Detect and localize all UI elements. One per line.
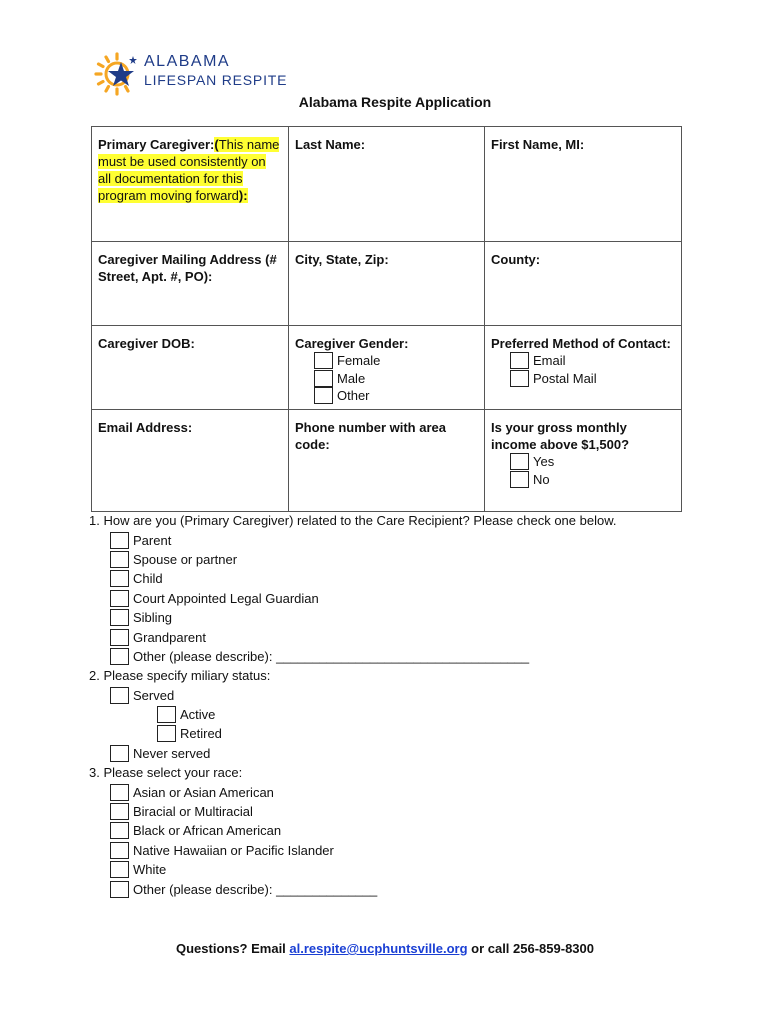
- primary-caregiver-note: This name must be used consistently on all documentation for this program moving forward: [98, 137, 280, 203]
- race-option[interactable]: [89, 841, 729, 860]
- option-label: Yes: [533, 454, 555, 470]
- questions-section: [89, 511, 729, 899]
- checkbox[interactable]: [110, 551, 129, 568]
- gender-option-female[interactable]: [295, 352, 478, 370]
- income-label: Is your gross monthly income above $1,500?: [491, 420, 630, 452]
- contact-option-postal[interactable]: [491, 370, 675, 388]
- checkbox[interactable]: [110, 648, 129, 665]
- logo-line-2: LIFESPAN RESPITE: [144, 72, 288, 88]
- option-label: Parent: [133, 532, 172, 548]
- county-field[interactable]: County:: [485, 242, 682, 326]
- mailing-address-field[interactable]: Caregiver Mailing Address (# Street, Apt. #, PO):: [92, 242, 289, 326]
- option-label: Biracial or Multiracial: [133, 804, 253, 820]
- relationship-option[interactable]: [89, 550, 729, 569]
- option-label: Other (please describe): ______________: [133, 881, 378, 897]
- race-option[interactable]: [89, 802, 729, 821]
- option-label: Other (please describe): ___________________________________: [133, 648, 530, 664]
- gender-label: Caregiver Gender:: [295, 336, 409, 351]
- checkbox[interactable]: [510, 453, 529, 470]
- option-label: Postal Mail: [533, 370, 597, 386]
- gender-option-other[interactable]: [295, 387, 478, 405]
- dob-field[interactable]: Caregiver DOB:: [92, 326, 289, 410]
- option-label: Child: [133, 571, 163, 587]
- checkbox[interactable]: [110, 629, 129, 646]
- checkbox[interactable]: [510, 471, 529, 488]
- checkbox[interactable]: [110, 532, 129, 549]
- checkbox[interactable]: [157, 725, 176, 742]
- question-3: 3. Please select your race:: [89, 765, 243, 781]
- option-label: Active: [180, 707, 216, 723]
- military-suboption-retired[interactable]: [89, 724, 729, 743]
- checkbox[interactable]: [110, 803, 129, 820]
- footer-email-link[interactable]: al.respite@ucphuntsville.org: [289, 941, 468, 956]
- question-2: 2. Please specify miliary status:: [89, 668, 271, 684]
- email-address-field[interactable]: Email Address:: [92, 410, 289, 512]
- option-label: Email: [533, 353, 566, 369]
- relationship-option[interactable]: [89, 589, 729, 608]
- military-option-served[interactable]: [89, 686, 729, 705]
- option-label: Black or African American: [133, 823, 282, 839]
- checkbox[interactable]: [110, 881, 129, 898]
- race-option[interactable]: [89, 821, 729, 840]
- contact-cell: [485, 326, 682, 410]
- phone-field[interactable]: Phone number with area code:: [289, 410, 485, 512]
- race-option[interactable]: [89, 782, 729, 801]
- military-suboption-active[interactable]: [89, 705, 729, 724]
- military-option-never[interactable]: [89, 744, 729, 763]
- option-label: Grandparent: [133, 629, 206, 645]
- option-label: Male: [337, 370, 366, 386]
- note-close-paren: ):: [238, 188, 248, 203]
- relationship-option[interactable]: [89, 569, 729, 588]
- alabama-lifespan-respite-logo: [93, 50, 293, 98]
- footer-prefix: Questions? Email: [175, 941, 290, 956]
- checkbox[interactable]: [110, 609, 129, 626]
- checkbox[interactable]: [110, 687, 129, 704]
- checkbox[interactable]: [110, 784, 129, 801]
- income-option-yes[interactable]: [491, 453, 675, 471]
- first-name-field[interactable]: First Name, MI:: [485, 127, 682, 242]
- option-label: Retired: [180, 726, 222, 742]
- checkbox[interactable]: [157, 706, 176, 723]
- note-open-paren: (: [214, 137, 219, 152]
- option-label: White: [133, 862, 167, 878]
- sun-star-icon: [93, 50, 141, 98]
- race-option[interactable]: [89, 860, 729, 879]
- primary-caregiver-label: Primary Caregiver:: [98, 137, 215, 152]
- gender-cell: [289, 326, 485, 410]
- option-label: Female: [337, 353, 381, 369]
- primary-caregiver-cell[interactable]: [92, 127, 289, 242]
- contact-label: Preferred Method of Contact:: [491, 336, 671, 351]
- checkbox[interactable]: [510, 352, 529, 369]
- logo-line-1: ALABAMA: [144, 53, 231, 70]
- checkbox[interactable]: [314, 352, 333, 369]
- gender-option-male[interactable]: [295, 370, 478, 388]
- checkbox[interactable]: [110, 822, 129, 839]
- last-name-field[interactable]: Last Name:: [289, 127, 485, 242]
- relationship-option[interactable]: [89, 608, 729, 627]
- option-label: Spouse or partner: [133, 551, 238, 567]
- contact-option-email[interactable]: [491, 352, 675, 370]
- footer-suffix: or call 256-859-8300: [467, 941, 594, 956]
- footer-contact: [0, 941, 770, 956]
- option-label: Served: [133, 687, 175, 703]
- checkbox[interactable]: [110, 861, 129, 878]
- relationship-option-other[interactable]: [89, 647, 729, 666]
- option-label: Sibling: [133, 610, 173, 626]
- option-label: Never served: [133, 745, 211, 761]
- checkbox[interactable]: [510, 370, 529, 387]
- option-label: No: [533, 471, 550, 487]
- option-label: Native Hawaiian or Pacific Islander: [133, 842, 334, 858]
- income-option-no[interactable]: [491, 471, 675, 489]
- race-option-other[interactable]: [89, 879, 729, 898]
- relationship-option[interactable]: [89, 530, 729, 549]
- option-label: Court Appointed Legal Guardian: [133, 590, 319, 606]
- checkbox[interactable]: [110, 590, 129, 607]
- checkbox[interactable]: [110, 570, 129, 587]
- checkbox[interactable]: [110, 745, 129, 762]
- question-1: 1. How are you (Primary Caregiver) related to the Care Recipient? Please check one below.: [89, 513, 617, 528]
- city-state-zip-field[interactable]: City, State, Zip:: [289, 242, 485, 326]
- income-cell: [485, 410, 682, 512]
- checkbox[interactable]: [110, 842, 129, 859]
- option-label: Asian or Asian American: [133, 784, 274, 800]
- checkbox[interactable]: [314, 370, 333, 387]
- page-title: Alabama Respite Application: [298, 94, 492, 110]
- checkbox[interactable]: [314, 387, 333, 404]
- relationship-option[interactable]: [89, 627, 729, 646]
- option-label: Other: [337, 388, 370, 404]
- caregiver-info-table: [91, 126, 682, 512]
